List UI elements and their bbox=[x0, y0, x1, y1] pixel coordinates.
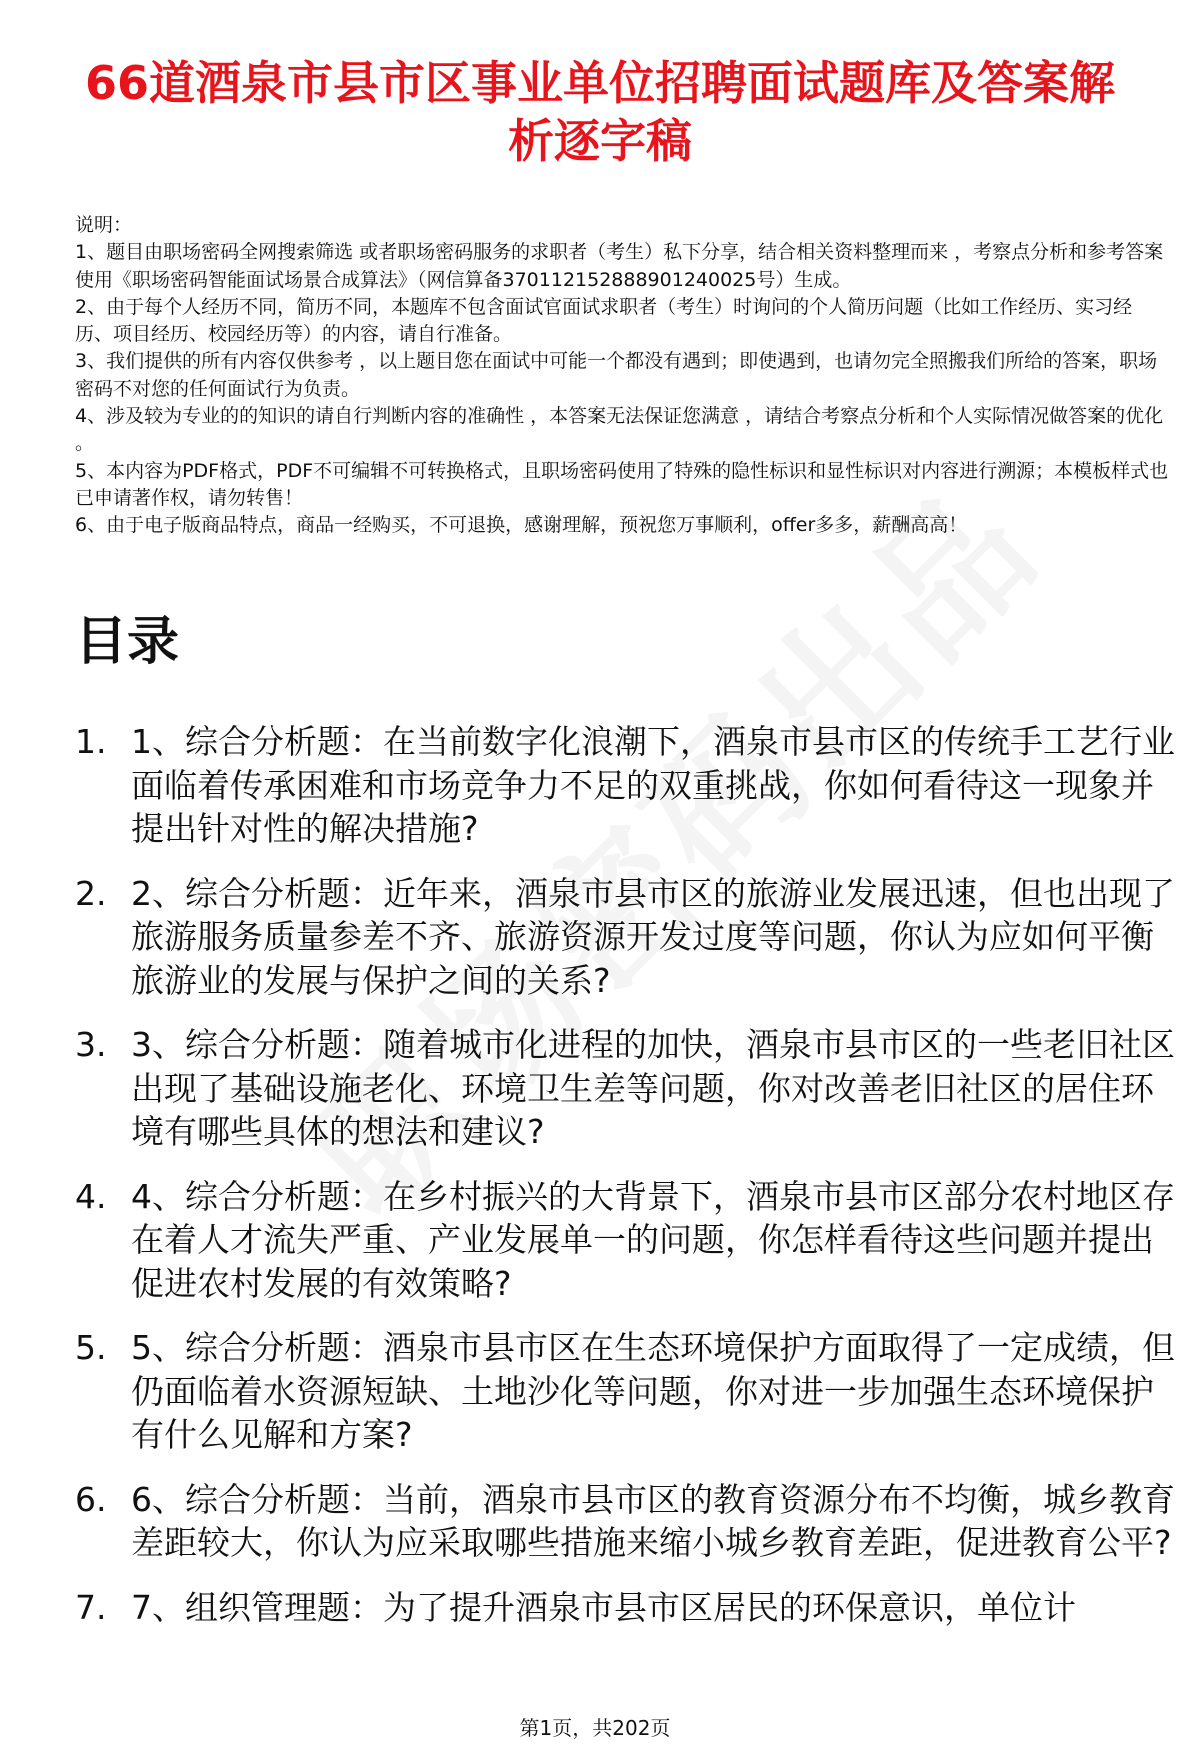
toc-item-text[interactable]: 1、综合分析题：在当前数字化浪潮下，酒泉市县市区的传统手工艺行业面临着传承困难和市场竞争力不足的双重挑战，你如何看待这一现象并提出针对性的解决措施? bbox=[131, 722, 1175, 848]
toc-item[interactable] bbox=[75, 1478, 1175, 1565]
toc-item-number: 2. bbox=[75, 873, 107, 913]
toc-item-text[interactable]: 4、综合分析题：在乡村振兴的大背景下，酒泉市县市区部分农村地区存在着人才流失严重、产业发展单一的问题，你怎样看待这些问题并提出促进农村发展的有效策略? bbox=[131, 1176, 1175, 1303]
note-item: 6、由于电子版商品特点，商品一经购买，不可退换，感谢理解，预祝您万事顺利，offer多多，薪酬高高！ bbox=[75, 514, 968, 537]
note-item: 4、涉及较为专业的的知识的请自行判断内容的准确性 ，本答案无法保证您满意 ，请结合考察点分析和个人实际情况做答案的优化 。 bbox=[75, 405, 1164, 455]
note-item: 3、我们提供的所有内容仅供参考 ，以上题目您在面试中可能一个都没有遇到；即使遇到，也请勿完全照搬我们所给的答案，职场密码不对您的任何面试行为负责。 bbox=[75, 350, 1158, 400]
toc-item-text[interactable]: 3、综合分析题：随着城市化进程的加快，酒泉市县市区的一些老旧社区出现了基础设施老化、环境卫生差等问题，你对改善老旧社区的居住环境有哪些具体的想法和建议? bbox=[131, 1025, 1175, 1151]
toc-item[interactable] bbox=[75, 872, 1175, 1003]
toc-item[interactable] bbox=[75, 1326, 1175, 1457]
toc-item-number: 5. bbox=[75, 1328, 107, 1367]
notes-heading: 说明： bbox=[75, 214, 133, 236]
toc-item[interactable] bbox=[75, 1023, 1175, 1154]
notes-section bbox=[75, 212, 1170, 540]
toc-heading: 目录 bbox=[75, 612, 180, 672]
toc-item[interactable] bbox=[75, 1586, 1175, 1630]
toc-item-text[interactable]: 2、综合分析题：近年来，酒泉市县市区的旅游业发展迅速，但也出现了旅游服务质量参差不齐、旅游资源开发过度等问题，你认为应如何平衡旅游业的发展与保护之间的关系? bbox=[131, 873, 1175, 1000]
page-footer bbox=[0, 1702, 1190, 1755]
toc-item[interactable] bbox=[75, 1175, 1175, 1306]
toc-item[interactable] bbox=[75, 720, 1175, 851]
toc-item-number: 4. bbox=[75, 1176, 107, 1216]
toc-item-number: 1. bbox=[75, 722, 107, 761]
note-item: 5、本内容为PDF格式，PDF不可编辑不可转换格式，且职场密码使用了特殊的隐性标识和显性标识对内容进行溯源；本模板样式也已申请著作权，请勿转售！ bbox=[75, 459, 1169, 509]
toc-list bbox=[75, 720, 1175, 1650]
toc-item-text[interactable]: 7、组织管理题：为了提升酒泉市县市区居民的环保意识，单位计 bbox=[131, 1587, 1076, 1627]
toc-item-text[interactable]: 5、综合分析题：酒泉市县市区在生态环境保护方面取得了一定成绩，但仍面临着水资源短缺、土地沙化等问题，你对进一步加强生态环境保护有什么见解和方案? bbox=[131, 1328, 1175, 1454]
toc-item-number: 7. bbox=[75, 1587, 107, 1627]
note-item: 1、题目由职场密码全网搜索筛选 或者职场密码服务的求职者（考生）私下分享，结合相关资料整理而来 ，考察点分析和参考答案使用《职场密码智能面试场景合成算法》（网信算备370112152888901240025号）生成。 bbox=[75, 241, 1164, 291]
page-number: 第1页，共202页 bbox=[519, 1716, 671, 1740]
toc-item-number: 3. bbox=[75, 1025, 107, 1064]
document-title: 66道酒泉市县市区事业单位招聘面试题库及答案解析逐字稿 bbox=[84, 56, 1115, 168]
note-item: 2、由于每个人经历不同，简历不同，本题库不包含面试官面试求职者（考生）时询问的个人简历问题（比如工作经历、实习经历、项目经历、校园经历等）的内容，请自行准备。 bbox=[75, 295, 1133, 346]
toc-item-number: 6. bbox=[75, 1479, 107, 1519]
toc-item-text[interactable]: 6、综合分析题：当前，酒泉市县市区的教育资源分布不均衡，城乡教育差距较大，你认为应采取哪些措施来缩小城乡教育差距，促进教育公平? bbox=[131, 1479, 1175, 1562]
